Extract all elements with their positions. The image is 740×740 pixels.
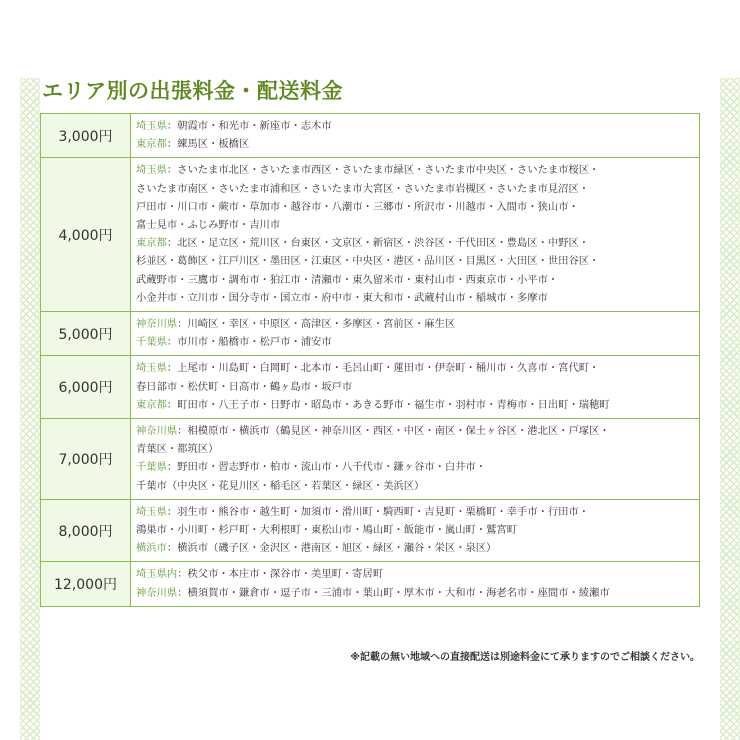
area-list-text: ：秩父市・本庄市・深谷市・美里町・寄居町 [177, 568, 384, 581]
area-list-text: 杉並区・葛飾区・江戸川区・墨田区・江東区・中央区・港区・品川区・目黒区・大田区・世田谷区・ [136, 255, 600, 268]
price-cell: 12,000円 [41, 562, 131, 606]
area-list-text: ：川崎区・幸区・中原区・高津区・多摩区・宮前区・麻生区 [177, 318, 456, 331]
area-line [136, 584, 695, 602]
area-list-text: 千葉市（中央区・花見川区・稲毛区・若葉区・緑区・美浜区） [136, 479, 425, 492]
area-line [136, 271, 695, 289]
area-list-text: ：相模原市・横浜市（鶴見区・神奈川区・西区・中区・南区・保土ヶ谷区・港北区・戸塚区・ [177, 425, 610, 438]
price-cell: 5,000円 [41, 312, 131, 356]
prefecture-label: 神奈川県 [136, 425, 178, 438]
area-line [136, 135, 695, 153]
price-row [41, 158, 700, 312]
area-list-text: ：市川市・船橋市・松戸市・浦安市 [166, 336, 332, 349]
area-list-text: ：上尾市・川島町・白岡町・北本市・毛呂山町・蓮田市・伊奈町・桶川市・久喜市・宮代町・ [166, 362, 600, 375]
area-list-text: ：北区・足立区・荒川区・台東区・文京区・新宿区・渋谷区・千代田区・豊島区・中野区・ [166, 237, 590, 250]
area-line [136, 565, 695, 583]
price-row [41, 419, 700, 500]
price-row [41, 356, 700, 419]
area-line [136, 539, 695, 557]
price-cell: 8,000円 [41, 499, 131, 562]
decorative-stripe-left [20, 78, 40, 740]
area-list-text: ：町田市・八王子市・日野市・昭島市・あきる野市・福生市・羽村市・青梅市・日出町・瑞穂町 [166, 398, 610, 411]
area-line [136, 117, 695, 135]
area-cell [131, 499, 700, 562]
area-line [136, 198, 695, 216]
area-list-text: 鴻巣市・小川町・杉戸町・大利根町・東松山市・鳩山町・飯能市・嵐山町・鷲宮町 [136, 524, 517, 537]
price-cell: 3,000円 [41, 114, 131, 158]
price-cell: 7,000円 [41, 419, 131, 500]
area-list-text: ：羽生市・熊谷市・越生町・加須市・滑川町・騎西町・吉見町・栗橋町・幸手市・行田市・ [166, 505, 590, 518]
prefecture-label: 千葉県 [136, 461, 167, 474]
price-table-body [41, 114, 700, 607]
area-cell [131, 114, 700, 158]
area-line [136, 216, 695, 234]
area-cell [131, 419, 700, 500]
area-cell [131, 312, 700, 356]
area-line [136, 180, 695, 198]
price-cell: 4,000円 [41, 158, 131, 312]
price-cell: 6,000円 [41, 356, 131, 419]
price-row [41, 312, 700, 356]
area-list-text: ：横浜市（磯子区・金沢区・港南区・旭区・緑区・瀬谷・栄区・泉区） [166, 542, 497, 555]
prefecture-label: 横浜市 [136, 542, 167, 555]
area-list-text: ：朝霞市・和光市・新座市・志木市 [166, 120, 332, 132]
price-table [40, 113, 700, 607]
prefecture-label: 東京都 [136, 398, 167, 411]
content-panel [40, 78, 720, 740]
price-row [41, 499, 700, 562]
area-line [136, 359, 695, 377]
area-line [136, 440, 695, 458]
area-line [136, 503, 695, 521]
prefecture-label: 埼玉県 [136, 120, 167, 132]
prefecture-label: 東京都 [136, 237, 167, 250]
area-cell [131, 356, 700, 419]
area-list-text: ：さいたま市北区・さいたま市西区・さいたま市緑区・さいたま市中央区・さいたま市桜区・ [166, 164, 600, 177]
area-cell [131, 158, 700, 312]
area-line [136, 289, 695, 307]
area-line [136, 378, 695, 396]
area-line [136, 422, 695, 440]
footnote: ※記載の無い地域への直接配送は別途料金にて承りますのでご相談ください。 [350, 652, 700, 663]
area-line [136, 458, 695, 476]
area-line [136, 396, 695, 414]
area-list-text: ：野田市・習志野市・柏市・流山市・八千代市・鎌ヶ谷市・白井市・ [166, 461, 487, 474]
page-title: エリア別の出張料金・配送料金 [42, 79, 343, 103]
prefecture-label: 神奈川県 [136, 586, 178, 599]
area-line [136, 252, 695, 270]
prefecture-label: 神奈川県 [136, 318, 178, 331]
prefecture-label: 東京都 [136, 138, 167, 151]
area-list-text: 春日部市・松伏町・日高市・鶴ヶ島市・坂戸市 [136, 380, 353, 393]
area-list-text: 青葉区・都筑区） [136, 443, 219, 456]
area-line [136, 234, 695, 252]
prefecture-label: 千葉県 [136, 336, 167, 349]
area-line [136, 521, 695, 539]
prefecture-label: 埼玉県 [136, 164, 167, 177]
area-line [136, 477, 695, 495]
area-list-text: ：練馬区・板橋区 [166, 138, 250, 151]
area-list-text: ：横須賀市・鎌倉市・逗子市・三浦市・葉山町・厚木市・大和市・海老名市・座間市・綾瀬市 [177, 586, 610, 599]
area-list-text: さいたま市南区・さいたま市浦和区・さいたま市大宮区・さいたま市岩槻区・さいたま市見沼区・ [136, 182, 590, 195]
price-row [41, 114, 700, 158]
area-list-text: 富士見市・ふじみ野市・吉川市 [136, 219, 281, 232]
prefecture-label: 埼玉県 [136, 362, 167, 375]
area-list-text: 小金井市・立川市・国分寺市・国立市・府中市・東大和市・武蔵村山市・稲城市・多摩市 [136, 291, 548, 304]
area-list-text: 武蔵野市・三鷹市・調布市・狛江市・清瀬市・東久留米市・東村山市・西東京市・小平市・ [136, 273, 559, 286]
area-line [136, 333, 695, 351]
area-cell [131, 562, 700, 606]
area-line [136, 161, 695, 179]
prefecture-label: 埼玉県 [136, 505, 167, 518]
area-line [136, 315, 695, 333]
prefecture-label: 埼玉県内 [136, 568, 178, 581]
decorative-stripe-right [720, 78, 740, 740]
area-list-text: 戸田市・川口市・蕨市・草加市・越谷市・八潮市・三郷市・所沢市・川越市・入間市・狭山市・ [136, 200, 579, 213]
price-row [41, 562, 700, 606]
